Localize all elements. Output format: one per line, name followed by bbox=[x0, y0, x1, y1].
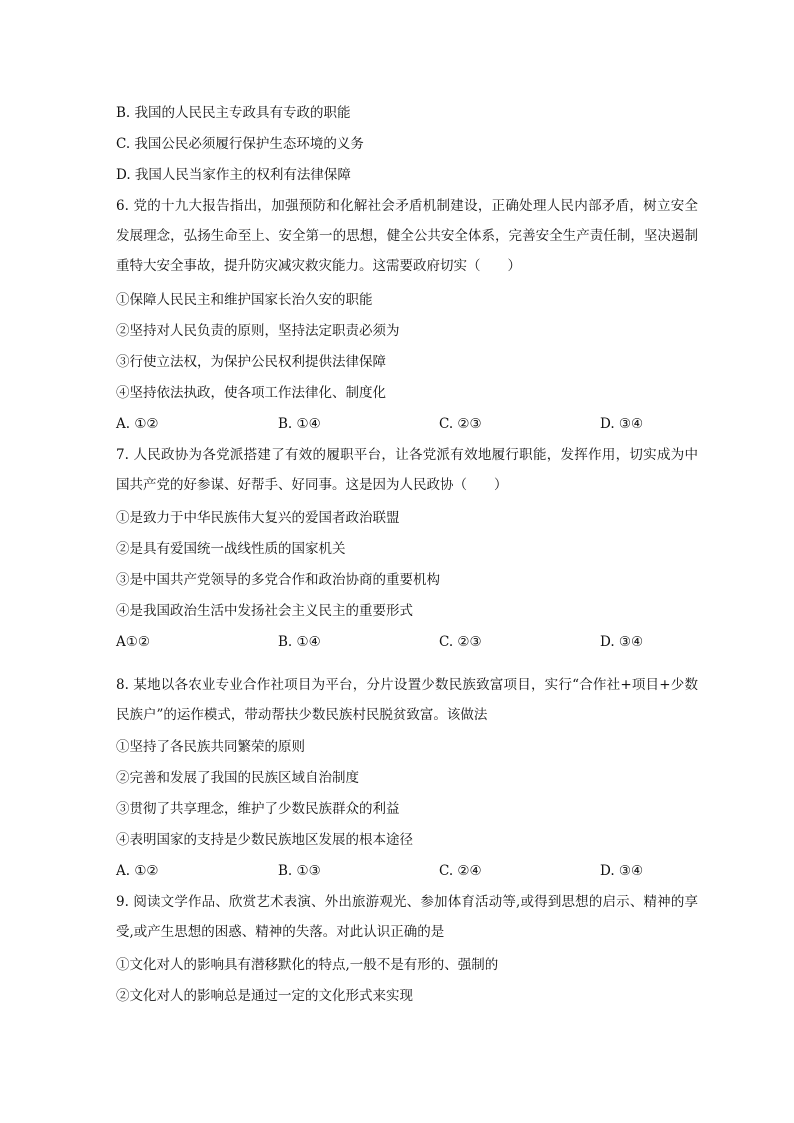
q5-option-c: C. 我国公民必须履行保护生态环境的义务 bbox=[116, 136, 364, 152]
q6-option-d: D. ③④ bbox=[600, 416, 644, 432]
q7-option-a: A①② bbox=[116, 634, 150, 650]
q6-options bbox=[116, 415, 676, 433]
q7-option-b: B. ①④ bbox=[278, 634, 321, 650]
q6-item-2: ②坚持对人民负责的原则，坚持法定职责必须为 bbox=[116, 323, 400, 339]
q6-option-a: A. ①② bbox=[116, 416, 159, 432]
q7-stem: 7. 人民政协为各党派搭建了有效的履职平台，让各党派有效地履行职能，发挥作用，切实成为中国共产党的好参谋、好帮手、好同事。这是因为人民政协（ ） bbox=[116, 447, 698, 493]
q6-option-c: C. ②③ bbox=[439, 416, 482, 432]
q8-option-b: B. ①③ bbox=[278, 863, 321, 879]
q8-item-1: ①坚持了各民族共同繁荣的原则 bbox=[116, 739, 305, 755]
q8-options bbox=[116, 862, 676, 880]
q6-item-3: ③行使立法权，为保护公民权利提供法律保障 bbox=[116, 354, 386, 370]
q8-item-2: ②完善和发展了我国的民族区域自治制度 bbox=[116, 770, 359, 786]
q8-item-4: ④表明国家的支持是少数民族地区发展的根本途径 bbox=[116, 832, 413, 848]
q5-option-d: D. 我国人民当家作主的权利有法律保障 bbox=[116, 167, 351, 183]
q7-item-4: ④是我国政治生活中发扬社会主义民主的重要形式 bbox=[116, 603, 413, 619]
q7-item-2: ②是具有爱国统一战线性质的国家机关 bbox=[116, 541, 346, 557]
q7-options bbox=[116, 633, 676, 651]
q6-item-4: ④坚持依法执政，使各项工作法律化、制度化 bbox=[116, 385, 386, 401]
q7-option-c: C. ②③ bbox=[439, 634, 482, 650]
q9-item-1: ①文化对人的影响具有潜移默化的特点,一般不是有形的、强制的 bbox=[116, 957, 499, 973]
q8-option-a: A. ①② bbox=[116, 863, 159, 879]
q7-option-d: D. ③④ bbox=[600, 634, 644, 650]
q9-stem: 9. 阅读文学作品、欣赏艺术表演、外出旅游观光、参加体育活动等,或得到思想的启示、精神的享受,或产生思想的困惑、精神的失落。对此认识正确的是 bbox=[116, 894, 698, 940]
q6-stem: 6. 党的十九大报告指出，加强预防和化解社会矛盾机制建设，正确处理人民内部矛盾，树立安全发展理念，弘扬生命至上、安全第一的思想，健全公共安全体系，完善安全生产责任制，坚决遏制重特大安全事故，提升防灾减灾救灾能力。这需要政府切实（ ） bbox=[116, 198, 698, 274]
q5-option-b: B. 我国的人民民主专政具有专政的职能 bbox=[116, 105, 351, 121]
q7-item-1: ①是致力于中华民族伟大复兴的爱国者政治联盟 bbox=[116, 510, 400, 526]
q6-option-b: B. ①④ bbox=[278, 416, 321, 432]
q8-stem: 8. 某地以各农业专业合作社项目为平台，分片设置少数民族致富项目，实行“合作社+项目+少数民族户”的运作模式，带动帮扶少数民族村民脱贫致富。该做法 bbox=[116, 677, 698, 723]
q8-option-d: D. ③④ bbox=[600, 863, 644, 879]
q9-item-2: ②文化对人的影响总是通过一定的文化形式来实现 bbox=[116, 988, 413, 1004]
q6-item-1: ①保障人民民主和维护国家长治久安的职能 bbox=[116, 292, 373, 308]
q8-option-c: C. ②④ bbox=[439, 863, 482, 879]
q8-item-3: ③贯彻了共享理念，维护了少数民族群众的利益 bbox=[116, 801, 400, 817]
q7-item-3: ③是中国共产党领导的多党合作和政治协商的重要机构 bbox=[116, 572, 440, 588]
